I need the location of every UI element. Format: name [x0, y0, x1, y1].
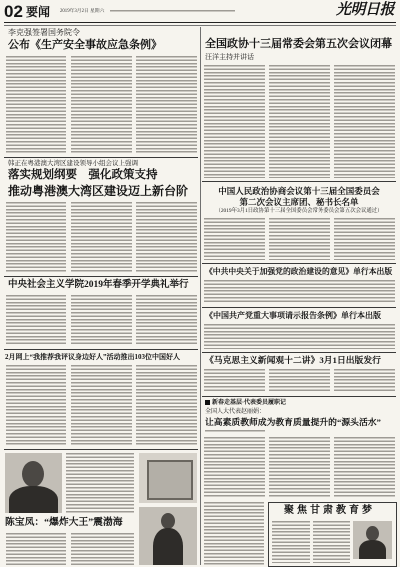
photo-head — [161, 513, 175, 529]
section-rule — [4, 349, 198, 350]
article-illustration — [139, 453, 197, 503]
article-headline: 中央社会主义学院2019年春季开学典礼举行 — [8, 280, 189, 290]
article-body-column — [6, 295, 66, 346]
list-title-line1: 中国人民政治协商会议第十三届全国委员会 — [218, 186, 380, 196]
section-rule — [4, 449, 198, 450]
section-rule — [202, 352, 396, 353]
article-headline: 《马克思主义新闻观十二讲》3月1日出版发行 — [205, 355, 381, 365]
article-body-column — [71, 295, 132, 346]
article-body-column — [71, 365, 132, 445]
portrait-photo — [5, 453, 62, 513]
article-body-column — [136, 202, 197, 272]
section-rule — [4, 157, 198, 158]
article-deputy-line: 全国人大代表赵丽娟： — [205, 409, 266, 415]
sidebar-body-column — [272, 521, 310, 563]
person-photo — [139, 507, 197, 565]
photo-head — [22, 461, 44, 487]
article-body-column — [66, 453, 134, 513]
article-headline-line2: 推动粤港澳大湾区建设迈上新台阶 — [8, 184, 189, 198]
name-list-column — [269, 218, 330, 260]
header-credits-line — [110, 10, 235, 13]
article-headline: 让高素质教师成为教育质量提升的“源头活水” — [205, 417, 381, 427]
article-body-column — [204, 437, 265, 497]
section-rule — [202, 181, 396, 182]
article-body-column — [334, 65, 395, 178]
issue-date: 2019年3月2日 星期六 — [60, 9, 105, 14]
article-headline: 陈宝凤：“爆炸大王”震渤海 — [5, 517, 123, 528]
article-body-column — [334, 437, 395, 497]
header-rule-thin — [4, 25, 396, 26]
article-body-column — [6, 365, 66, 445]
section-rule — [202, 307, 396, 308]
article-body-column — [6, 56, 66, 153]
article-body-column — [6, 202, 66, 272]
list-title-line2: 第二次会议主席团、秘书长名单 — [239, 197, 359, 207]
article-body-column — [269, 437, 330, 497]
article-body-column — [269, 65, 330, 178]
name-list-column — [204, 218, 265, 260]
sidebar-headline: 聚焦甘肃教育梦 — [284, 505, 375, 516]
article-body-column — [204, 502, 264, 565]
article-subhead: 汪洋主持并讲话 — [205, 53, 254, 61]
article-headline: 公布《生产安全事故应急条例》 — [8, 39, 162, 51]
header-rule — [4, 22, 396, 23]
article-body-column — [136, 56, 197, 153]
article-body — [204, 324, 395, 349]
sidebar-body-column — [313, 521, 350, 563]
photo-shoulders — [9, 486, 58, 513]
article-body-column — [71, 202, 132, 272]
article-headline: 全国政协十三届常委会第五次会议闭幕 — [205, 38, 392, 50]
article-body-column — [71, 56, 132, 153]
name-list-column — [334, 218, 395, 260]
section-rule — [4, 276, 198, 277]
article-kicker: 李克强签署国务院令 — [8, 28, 80, 37]
page-number: 02 — [4, 2, 23, 21]
article-body-column — [204, 65, 265, 178]
article-body-column — [269, 369, 330, 393]
article-body-column — [136, 365, 197, 445]
article-kicker: 韩正在粤港澳大湾区建设领导小组会议上强调 — [8, 160, 138, 167]
article-byline — [205, 430, 265, 433]
section-name: 要闻 — [26, 5, 51, 19]
masthead-logo: 光明日报 — [336, 2, 395, 18]
photo-body — [153, 528, 183, 565]
illustration-frame — [147, 460, 193, 500]
article-headline-line1: 落实规划纲要 强化政策支持 — [8, 169, 158, 181]
article-body-column — [71, 533, 134, 565]
photo-head — [366, 526, 379, 541]
article-body — [204, 280, 395, 304]
article-body-column — [334, 369, 395, 393]
article-headline: 《中国共产党重大事项请示报告条例》单行本出版 — [205, 311, 381, 320]
photo-shoulders — [359, 540, 386, 559]
kicker-marker — [205, 400, 210, 405]
article-body-column — [136, 295, 197, 346]
article-headline: 《中共中央关于加强党的政治建设的意见》单行本出版 — [205, 267, 393, 276]
center-column-rule — [200, 27, 201, 565]
sidebar-photo — [353, 521, 392, 559]
article-headline: 2月网上“我推荐我评议身边好人”活动推出103位中国好人 — [5, 353, 180, 361]
section-rule — [202, 263, 396, 264]
list-note: （2019年3月1日政协第十三届全国委员会常务委员会第五次会议通过） — [215, 208, 383, 214]
article-body-column — [6, 533, 66, 565]
article-kicker: 新春走基层·代表委员履职记 — [212, 400, 287, 406]
article-body-column — [204, 369, 265, 393]
section-rule — [202, 396, 396, 397]
